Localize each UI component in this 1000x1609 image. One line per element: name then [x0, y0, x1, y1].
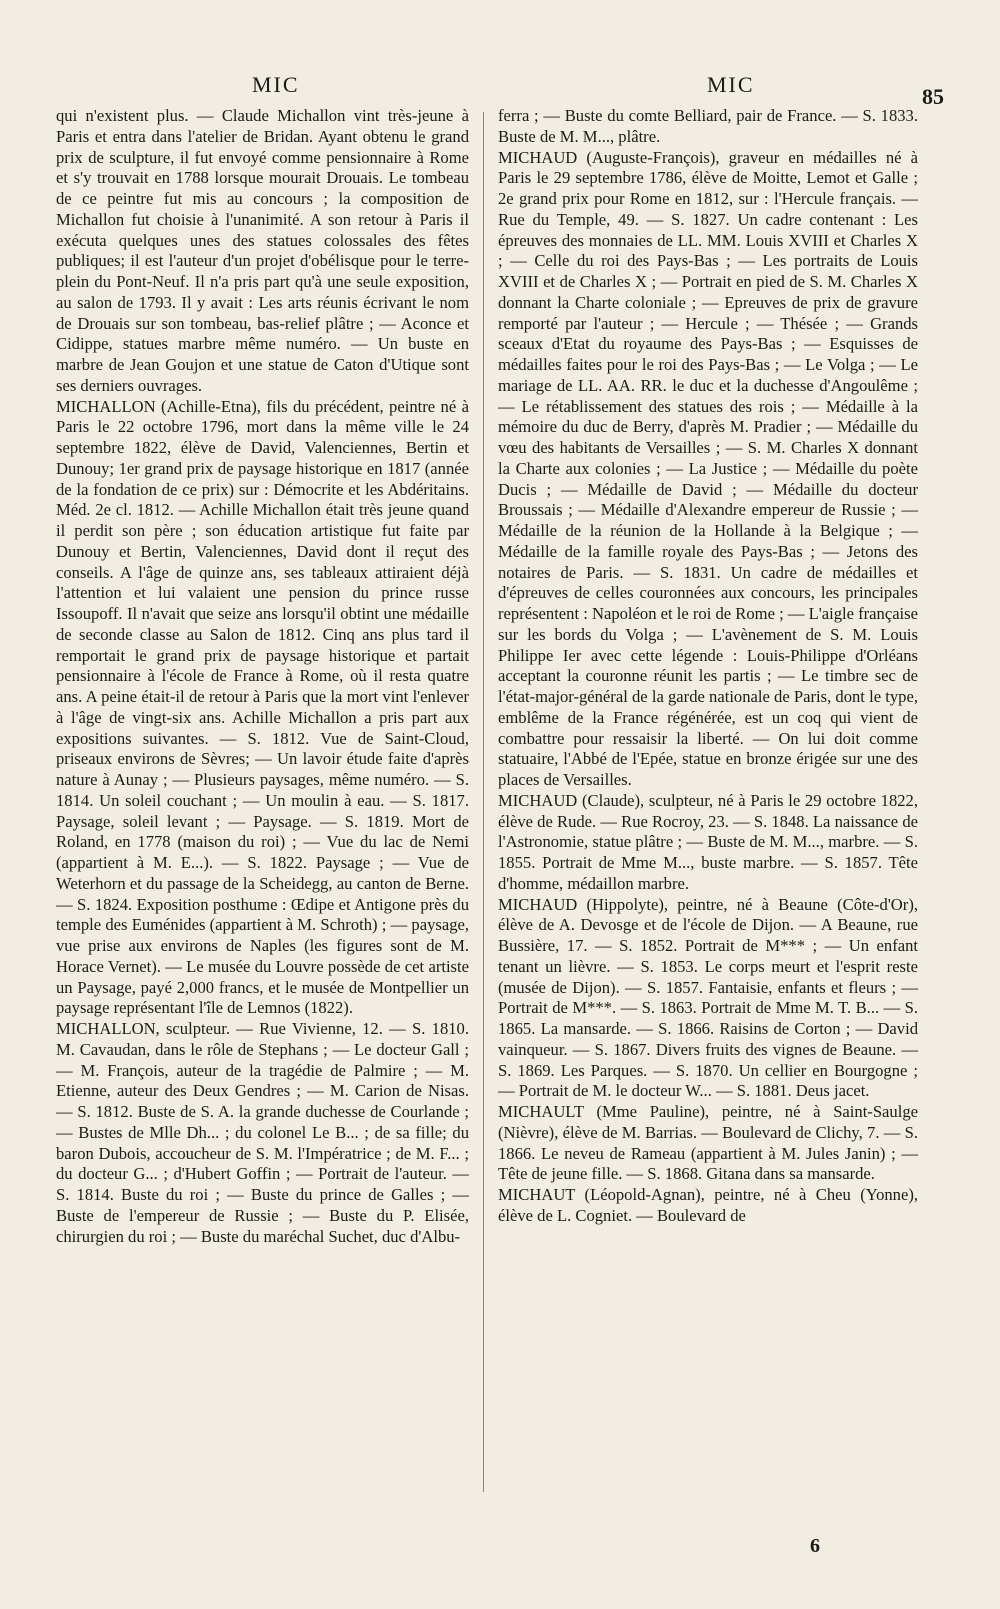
entry-michault-pauline: MICHAULT (Mme Pauline), peintre, né à Saint-Saulge (Nièvre), élève de M. Barrias. — Boulevard de Clichy, 7. — S. 1866. Le neveu de Rameau (appartient à M. Jules Janin) ; — Tête de jeune fille. — S. 1868. Gitana dans sa mansarde.: [498, 1102, 918, 1184]
page-number: 85: [922, 84, 944, 109]
running-head-right: MIC: [707, 72, 755, 97]
entry-michallon-achille: MICHALLON (Achille-Etna), fils du précédent, peintre né à Paris le 22 octobre 1796, mort dans la même ville le 24 septembre 1822, élève de David, Valenciennes, Bertin et Dunouy; 1er grand prix de paysage historique en 1817 (année de la fondation de ce prix) sur : Démocrite et les Abdéritains. Méd. 2e cl. 1812. — Achille Michallon était très jeune quand il perdit son père ; son éducation artistique fut faite par Dunouy et Bertin, Valenciennes, David dont il reçut des conseils. A l'âge de quinze ans, ses tableaux attiraient déjà l'attention et lui valaient une pension du prince russe Issoupoff. Il n'avait que seize ans lorsqu'il obtint une médaille de seconde classe au Salon de 1812. Cinq ans plus tard il remportait le grand prix de paysage historique et partait pensionnaire à l'école de France à Rome, où il resta quatre ans. A peine était-il de retour à Paris que la mort vint l'enlever à l'âge de vingt-six ans. Achille Michallon a pris part aux expositions suivantes. — S. 1812. Vue de Saint-Cloud, priseaux environs de Sèvres; — Un lavoir étude faite d'après nature à Aunay ; — Plusieurs paysages, même numéro. — S. 1814. Un soleil couchant ; — Un moulin à eau. — S. 1817. Paysage, soleil levant ; — Paysage. — S. 1819. Mort de Roland, en 1778 (maison du roi) ; — Vue du lac de Nemi (appartient à M. E...). — S. 1822. Paysage ; — Vue de Weterhorn et du passage de la Scheidegg, au canton de Berne. — S. 1824. Exposition posthume : Œdipe et Antigone près du temple des Euménides (appartient à M. Schroth) ; — paysage, vue prise aux environs de Naples (les figures sont de M. Horace Vernet). — Le musée du Louvre possède de cet artiste un Paysage, payé 2,000 francs, et le musée de Montpellier un paysage représentant l'île de Lemnos (1822).: [56, 396, 469, 1018]
signature-mark: 6: [810, 1535, 820, 1557]
entry-michaut-leopold: MICHAUT (Léopold-Agnan), peintre, né à Cheu (Yonne), élève de L. Cogniet. — Boulevard de: [498, 1185, 918, 1225]
entry-paragraph: ferra ; — Buste du comte Belliard, pair de France. — S. 1833. Buste de M. M..., plâtre.: [498, 106, 918, 146]
running-head-left: MIC: [252, 72, 300, 97]
entry-michaud-hippolyte: MICHAUD (Hippolyte), peintre, né à Beaune (Côte-d'Or), élève de A. Devosge et de l'école de Dijon. — A Beaune, rue Bussière, 17. — S. 1852. Portrait de M*** ; — Un enfant tenant un lièvre. — S. 1853. Le corps meurt et l'esprit reste (musée de Dijon). — S. 1857. Fantaisie, enfants et fleurs ; — Portrait de M***. — S. 1863. Portrait de Mme M. T. B... — S. 1865. La mansarde. — S. 1866. Raisins de Corton ; — David vainqueur. — S. 1867. Divers fruits des vignes de Beaune. — S. 1869. Les Parques. — S. 1870. Un cellier en Bourgogne ; — Portrait de M. le docteur W... — S. 1881. Deus jacet.: [498, 894, 918, 1101]
entry-michaud-claude: MICHAUD (Claude), sculpteur, né à Paris le 29 octobre 1822, élève de Rude. — Rue Rocroy, 23. — S. 1848. La naissance de l'Astronomie, statue plâtre ; — Buste de M. M..., marbre. — S. 1855. Portrait de Mme M..., buste marbre. — S. 1857. Tête d'homme, médaillon marbre.: [498, 790, 918, 893]
left-column: [56, 106, 469, 1247]
entry-michallon-sculpteur: MICHALLON, sculpteur. — Rue Vivienne, 12. — S. 1810. M. Cavaudan, dans le rôle de Stephans ; — Le docteur Gall ; — M. François, auteur de la tragédie de Palmire ; — M. Etienne, auteur des Deux Gendres ; — M. Carion de Nisas. — S. 1812. Buste de S. A. la grande duchesse de Courlande ; — Bustes de Mlle Dh... ; du colonel Le B... ; de sa fille; du baron Dubois, accoucheur de S. M. l'Impératrice ; de M. F... ; du docteur G... ; d'Hubert Goffin ; — Portrait de l'auteur. — S. 1814. Buste du roi ; — Buste du prince de Galles ; — Buste de l'empereur de Russie ; — Buste du P. Elisée, chirurgien du roi ; — Buste du maréchal Suchet, duc d'Albu-: [56, 1019, 469, 1246]
column-divider: [483, 112, 484, 1492]
right-column: [498, 106, 918, 1227]
entry-paragraph: qui n'existent plus. — Claude Michallon vint très-jeune à Paris et entra dans l'atelier de Bridan. Ayant obtenu le grand prix de sculpture, il fut envoyé comme pensionnaire à Rome et s'y trouvait en 1788 lorsque mourait Drouais. Le tombeau de ce peintre fut mis au concours ; la composition de Michallon fut choisie à l'unanimité. A son retour à Paris il exécuta quelques unes des statues colossales des fêtes publiques; il est l'auteur d'un projet d'obélisque pour le terre-plein du Pont-Neuf. Il n'a pris part qu'à une seule exposition, au salon de 1793. Il y avait : Les arts réunis écrivant le nom de Drouais sur son tombeau, bas-relief plâtre ; — Aconce et Cidippe, statues marbre même numéro. — Un buste en marbre de Jean Goujon et une statue de Caton d'Utique sont ses derniers ouvrages.: [56, 106, 469, 395]
entry-michaud-auguste: MICHAUD (Auguste-François), graveur en médailles né à Paris le 29 septembre 1786, élève de Moitte, Lemot et Galle ; 2e grand prix pour Rome en 1812, sur : l'Hercule français. — Rue du Temple, 49. — S. 1827. Un cadre contenant : Les épreuves des monnaies de LL. MM. Louis XVIII et Charles X ; — Celle du roi des Pays-Bas ; — Les portraits de Louis XVIII et de Charles X ; — Portrait en pied de S. M. Charles X donnant la Charte coloniale ; — Epreuves de prix de gravure remporté par l'auteur ; — Hercule ; — Thésée ; — Grands sceaux d'Etat du royaume des Pays-Bas ; — Esquisses de médailles faites pour le roi des Pays-Bas ; — Le Volga ; — Le mariage de LL. AA. RR. le duc et la duchesse d'Angoulême ; — Le rétablissement des statues des rois ; — Médaille à la mémoire du duc de Berry, d'après M. Pradier ; — Médaille du vœu des habitants de Versailles ; — S. M. Charles X donnant la Charte aux colonies ; — La Justice ; — Médaille du poète Ducis ; — Médaille de David ; — Médaille du docteur Broussais ; — Médaille d'Alexandre empereur de Russie ; — Médaille de la réunion de la Hollande à la Belgique ; — Médaille de la famille royale des Pays-Bas ; — Jetons des notaires de Paris. — S. 1831. Un cadre de médailles et d'épreuves de celles couronnées aux concours, les principales représentent : Napoléon et le roi de Rome ; — L'aigle française sur les bords du Volga ; — L'avènement de S. M. Louis Philippe Ier avec cette légende : Louis-Philippe d'Orléans acceptant la couronne réunit les partis ; — Le timbre sec de l'état-major-général de la garde nationale de Paris, dont le type, emblême de la France régénérée, est un coq qui vient de combattre pour ressaisir la liberté. — On lui doit comme statuaire, l'Abbé de l'Epée, statue en bronze érigée sur une des places de Versailles.: [498, 147, 918, 789]
